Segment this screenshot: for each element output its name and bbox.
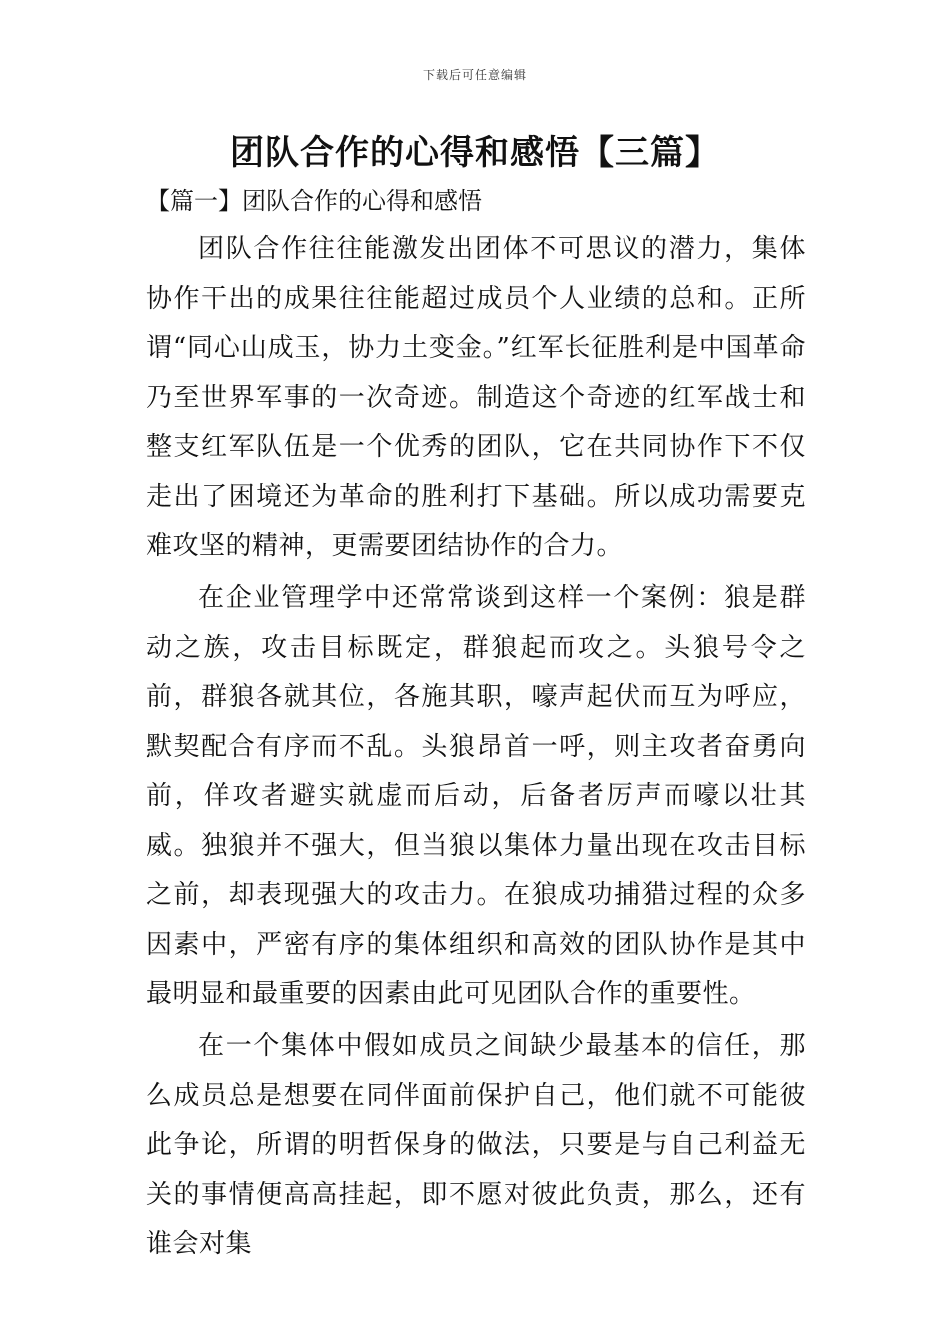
- paragraph-text: 团队合作往往能激发出团体不可思议的潜力，集体协作干出的成果往往能超过成员个人业绩的总和。正所谓“同心山成玉，协力土变金。”红军长征胜利是中国革命乃至世界军事的一次奇迹。制造这个奇迹的红军战士和整支红军队伍是一个优秀的团队，它在共同协作下不仅走出了困境还为革命的胜利打下基础。所以成功需要克难攻坚的精神，更需要团结协作的合力。: [146, 234, 806, 561]
- paragraph-1: [146, 225, 806, 572]
- document-title: 团队合作的心得和感悟【三篇】: [230, 133, 720, 173]
- paragraph-2: [146, 574, 806, 1020]
- paragraph-text: 在企业管理学中还常常谈到这样一个案例：狼是群动之族，攻击目标既定，群狼起而攻之。头狼号令之前，群狼各就其位，各施其职，嚎声起伏而互为呼应，默契配合有序而不乱。头狼昂首一呼，则主攻者奋勇向前，佯攻者避实就虚而后动，后备者厉声而嚎以壮其威。独狼并不强大，但当狼以集体力量出现在攻击目标之前，却表现强大的攻击力。在狼成功捕猎过程的众多因素中，严密有序的集体组织和高效的团队协作是其中最明显和最重要的因素由此可见团队合作的重要性。: [146, 583, 806, 1009]
- paragraph-text: 在一个集体中假如成员之间缺少最基本的信任，那么成员总是想要在同伴面前保护自己，他们就不可能彼此争论，所谓的明哲保身的做法，只要是与自己利益无关的事情便高高挂起，即不愿对彼此负责，那么，还有谁会对集: [146, 1031, 806, 1259]
- paragraph-3: [146, 1022, 806, 1270]
- header-note: 下载后可任意编辑: [422, 68, 527, 82]
- section-heading: 【篇一】团队合作的心得和感悟: [146, 187, 482, 215]
